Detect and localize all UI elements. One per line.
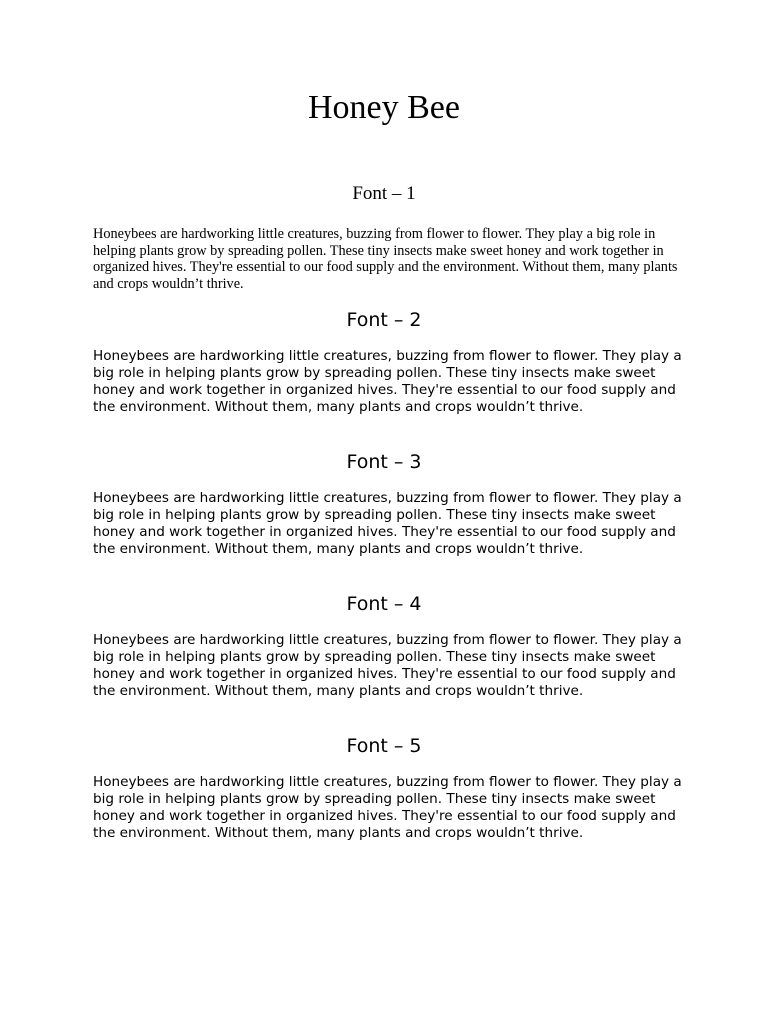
- section-body-font-1: Honeybees are hardworking little creatures, buzzing from flower to flower. They play a big role in helping plants grow by spreading pollen. These tiny insects make sweet honey and work together in organized hives. They're essential to our food supply and the environment. Without them, many plants and crops wouldn’t thrive.: [93, 226, 678, 292]
- document-title: Honey Bee: [307, 89, 460, 126]
- section-body-font-2: Honeybees are hardworking little creatures, buzzing from flower to flower. They play a big role in helping plants grow by spreading pollen. These tiny insects make sweet honey and work together in organized hives. They're essential to our food supply and the environment. Without them, many plants and crops wouldn’t thrive.: [93, 348, 682, 415]
- section-heading-font-3: Font – 3: [346, 451, 422, 473]
- section-body-font-3: Honeybees are hardworking little creatures, buzzing from flower to flower. They play a big role in helping plants grow by spreading pollen. These tiny insects make sweet honey and work together in organized hives. They're essential to our food supply and the environment. Without them, many plants and crops wouldn’t thrive.: [93, 490, 682, 557]
- section-body-font-5: Honeybees are hardworking little creatures, buzzing from flower to flower. They play a big role in helping plants grow by spreading pollen. These tiny insects make sweet honey and work together in organized hives. They're essential to our food supply and the environment. Without them, many plants and crops wouldn’t thrive.: [93, 774, 682, 841]
- section-heading-font-2: Font – 2: [346, 309, 422, 331]
- section-body-font-4: Honeybees are hardworking little creatures, buzzing from flower to flower. They play a big role in helping plants grow by spreading pollen. These tiny insects make sweet honey and work together in organized hives. They're essential to our food supply and the environment. Without them, many plants and crops wouldn’t thrive.: [93, 632, 682, 699]
- section-heading-font-4: Font – 4: [346, 593, 422, 615]
- section-heading-font-1: Font – 1: [352, 183, 416, 204]
- section-heading-font-5: Font – 5: [346, 735, 422, 757]
